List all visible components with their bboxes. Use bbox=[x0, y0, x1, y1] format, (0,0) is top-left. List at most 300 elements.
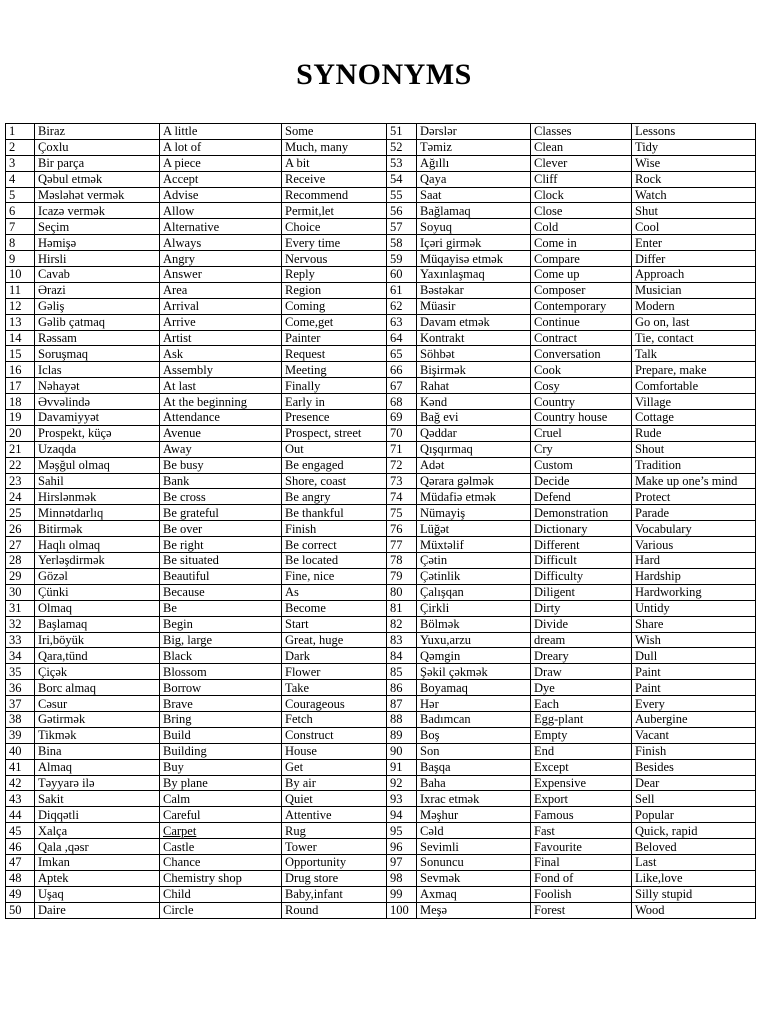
azerbaijani-word: Baha bbox=[417, 775, 531, 791]
table-row bbox=[6, 457, 756, 473]
synonyms-table-body bbox=[6, 124, 756, 919]
english-word: Decide bbox=[531, 473, 632, 489]
english-word: Be situated bbox=[160, 553, 282, 569]
synonym: Rock bbox=[632, 171, 756, 187]
azerbaijani-word: Bağlamaq bbox=[417, 203, 531, 219]
english-word: Area bbox=[160, 282, 282, 298]
english-word: Custom bbox=[531, 457, 632, 473]
table-row bbox=[6, 155, 756, 171]
english-word: Dye bbox=[531, 680, 632, 696]
english-word: Composer bbox=[531, 282, 632, 298]
azerbaijani-word: Çətin bbox=[417, 553, 531, 569]
english-word: Careful bbox=[160, 807, 282, 823]
synonym: Take bbox=[282, 680, 387, 696]
azerbaijani-word: Aptek bbox=[35, 870, 160, 886]
table-row bbox=[6, 632, 756, 648]
synonym: Region bbox=[282, 282, 387, 298]
azerbaijani-word: Həmişə bbox=[35, 235, 160, 251]
azerbaijani-word: Kənd bbox=[417, 394, 531, 410]
entry-number: 25 bbox=[6, 505, 35, 521]
table-row bbox=[6, 378, 756, 394]
entry-number: 29 bbox=[6, 568, 35, 584]
english-word: Clean bbox=[531, 139, 632, 155]
synonym: Hard bbox=[632, 553, 756, 569]
entry-number: 43 bbox=[6, 791, 35, 807]
synonym: Permit,let bbox=[282, 203, 387, 219]
english-word: Away bbox=[160, 441, 282, 457]
synonyms-table bbox=[5, 123, 756, 919]
synonym: Various bbox=[632, 537, 756, 553]
english-word: Each bbox=[531, 696, 632, 712]
entry-number: 36 bbox=[6, 680, 35, 696]
azerbaijani-word: Meşə bbox=[417, 902, 531, 918]
synonym: Approach bbox=[632, 267, 756, 283]
azerbaijani-word: Diqqətli bbox=[35, 807, 160, 823]
entry-number: 64 bbox=[387, 330, 417, 346]
azerbaijani-word: Uzaqda bbox=[35, 441, 160, 457]
synonym: Comfortable bbox=[632, 378, 756, 394]
azerbaijani-word: Davamiyyət bbox=[35, 410, 160, 426]
entry-number: 99 bbox=[387, 886, 417, 902]
azerbaijani-word: Çalışqan bbox=[417, 584, 531, 600]
azerbaijani-word: Içəri girmək bbox=[417, 235, 531, 251]
english-word: Final bbox=[531, 854, 632, 870]
english-word: Brave bbox=[160, 696, 282, 712]
azerbaijani-word: Sahil bbox=[35, 473, 160, 489]
entry-number: 48 bbox=[6, 870, 35, 886]
synonym: Request bbox=[282, 346, 387, 362]
synonym: Become bbox=[282, 600, 387, 616]
table-row bbox=[6, 870, 756, 886]
synonym: Tradition bbox=[632, 457, 756, 473]
azerbaijani-word: Rahat bbox=[417, 378, 531, 394]
azerbaijani-word: Uşaq bbox=[35, 886, 160, 902]
azerbaijani-word: Sonuncu bbox=[417, 854, 531, 870]
entry-number: 37 bbox=[6, 696, 35, 712]
synonym: Drug store bbox=[282, 870, 387, 886]
entry-number: 40 bbox=[6, 743, 35, 759]
entry-number: 72 bbox=[387, 457, 417, 473]
table-row bbox=[6, 219, 756, 235]
table-row bbox=[6, 362, 756, 378]
entry-number: 32 bbox=[6, 616, 35, 632]
entry-number: 93 bbox=[387, 791, 417, 807]
synonym: Fetch bbox=[282, 711, 387, 727]
table-row bbox=[6, 441, 756, 457]
english-word: Bring bbox=[160, 711, 282, 727]
table-row bbox=[6, 330, 756, 346]
entry-number: 17 bbox=[6, 378, 35, 394]
synonym: Village bbox=[632, 394, 756, 410]
entry-number: 22 bbox=[6, 457, 35, 473]
english-word: End bbox=[531, 743, 632, 759]
synonym: Musician bbox=[632, 282, 756, 298]
azerbaijani-word: Soyuq bbox=[417, 219, 531, 235]
synonym: Paint bbox=[632, 680, 756, 696]
entry-number: 56 bbox=[387, 203, 417, 219]
english-word: Fast bbox=[531, 823, 632, 839]
english-word: Clock bbox=[531, 187, 632, 203]
english-word: Allow bbox=[160, 203, 282, 219]
english-word: Child bbox=[160, 886, 282, 902]
entry-number: 73 bbox=[387, 473, 417, 489]
synonym: Beloved bbox=[632, 839, 756, 855]
synonym: Quick, rapid bbox=[632, 823, 756, 839]
synonym: Untidy bbox=[632, 600, 756, 616]
english-word: At the beginning bbox=[160, 394, 282, 410]
english-word: Borrow bbox=[160, 680, 282, 696]
entry-number: 78 bbox=[387, 553, 417, 569]
synonym: Hardworking bbox=[632, 584, 756, 600]
entry-number: 42 bbox=[6, 775, 35, 791]
table-row bbox=[6, 171, 756, 187]
entry-number: 92 bbox=[387, 775, 417, 791]
entry-number: 50 bbox=[6, 902, 35, 918]
english-word: Contemporary bbox=[531, 298, 632, 314]
entry-number: 11 bbox=[6, 282, 35, 298]
english-word: Blossom bbox=[160, 664, 282, 680]
synonym: Popular bbox=[632, 807, 756, 823]
entry-number: 69 bbox=[387, 410, 417, 426]
synonym: Attentive bbox=[282, 807, 387, 823]
azerbaijani-word: Təmiz bbox=[417, 139, 531, 155]
english-word: Calm bbox=[160, 791, 282, 807]
english-word: Carpet bbox=[160, 823, 282, 839]
synonym: Some bbox=[282, 124, 387, 140]
english-word: Build bbox=[160, 727, 282, 743]
synonym: Prepare, make bbox=[632, 362, 756, 378]
azerbaijani-word: Haqlı olmaq bbox=[35, 537, 160, 553]
entry-number: 88 bbox=[387, 711, 417, 727]
azerbaijani-word: Imkan bbox=[35, 854, 160, 870]
entry-number: 34 bbox=[6, 648, 35, 664]
entry-number: 51 bbox=[387, 124, 417, 140]
azerbaijani-word: Çiçək bbox=[35, 664, 160, 680]
synonym: Be angry bbox=[282, 489, 387, 505]
english-word: Alternative bbox=[160, 219, 282, 235]
entry-number: 68 bbox=[387, 394, 417, 410]
entry-number: 44 bbox=[6, 807, 35, 823]
english-word: Building bbox=[160, 743, 282, 759]
entry-number: 6 bbox=[6, 203, 35, 219]
azerbaijani-word: Sevimli bbox=[417, 839, 531, 855]
azerbaijani-word: Yaxınlaşmaq bbox=[417, 267, 531, 283]
english-word: Country house bbox=[531, 410, 632, 426]
entry-number: 12 bbox=[6, 298, 35, 314]
synonym: Great, huge bbox=[282, 632, 387, 648]
table-row bbox=[6, 854, 756, 870]
english-word: Dreary bbox=[531, 648, 632, 664]
synonym: Sell bbox=[632, 791, 756, 807]
entry-number: 1 bbox=[6, 124, 35, 140]
entry-number: 60 bbox=[387, 267, 417, 283]
synonym: Construct bbox=[282, 727, 387, 743]
english-word: Contract bbox=[531, 330, 632, 346]
azerbaijani-word: Təyyarə ilə bbox=[35, 775, 160, 791]
english-word: Come in bbox=[531, 235, 632, 251]
azerbaijani-word: Başlamaq bbox=[35, 616, 160, 632]
synonym: Cottage bbox=[632, 410, 756, 426]
table-row bbox=[6, 775, 756, 791]
english-word: Egg-plant bbox=[531, 711, 632, 727]
azerbaijani-word: Çirkli bbox=[417, 600, 531, 616]
table-row bbox=[6, 727, 756, 743]
table-row bbox=[6, 807, 756, 823]
entry-number: 20 bbox=[6, 425, 35, 441]
synonym: Much, many bbox=[282, 139, 387, 155]
english-word: Draw bbox=[531, 664, 632, 680]
entry-number: 77 bbox=[387, 537, 417, 553]
synonym: Modern bbox=[632, 298, 756, 314]
synonym: Fine, nice bbox=[282, 568, 387, 584]
english-word: Foolish bbox=[531, 886, 632, 902]
synonym: Wise bbox=[632, 155, 756, 171]
azerbaijani-word: Gəlib çatmaq bbox=[35, 314, 160, 330]
azerbaijani-word: Ağıllı bbox=[417, 155, 531, 171]
english-word: Advise bbox=[160, 187, 282, 203]
synonym: Get bbox=[282, 759, 387, 775]
table-row bbox=[6, 187, 756, 203]
azerbaijani-word: Yuxu,arzu bbox=[417, 632, 531, 648]
table-row bbox=[6, 314, 756, 330]
english-word: Answer bbox=[160, 267, 282, 283]
synonym: Shore, coast bbox=[282, 473, 387, 489]
entry-number: 33 bbox=[6, 632, 35, 648]
table-row bbox=[6, 425, 756, 441]
english-word: Be busy bbox=[160, 457, 282, 473]
azerbaijani-word: Söhbət bbox=[417, 346, 531, 362]
english-word: A lot of bbox=[160, 139, 282, 155]
english-word: Continue bbox=[531, 314, 632, 330]
synonym: Courageous bbox=[282, 696, 387, 712]
synonym: Dear bbox=[632, 775, 756, 791]
page-title: SYNONYMS bbox=[296, 58, 472, 91]
entry-number: 83 bbox=[387, 632, 417, 648]
entry-number: 16 bbox=[6, 362, 35, 378]
english-word: A piece bbox=[160, 155, 282, 171]
synonym: By air bbox=[282, 775, 387, 791]
table-row bbox=[6, 839, 756, 855]
english-word: Arrival bbox=[160, 298, 282, 314]
synonym: Silly stupid bbox=[632, 886, 756, 902]
english-word: Buy bbox=[160, 759, 282, 775]
table-row bbox=[6, 584, 756, 600]
entry-number: 80 bbox=[387, 584, 417, 600]
english-word: By plane bbox=[160, 775, 282, 791]
azerbaijani-word: Xalça bbox=[35, 823, 160, 839]
synonym: Besides bbox=[632, 759, 756, 775]
azerbaijani-word: Biraz bbox=[35, 124, 160, 140]
synonym: Be engaged bbox=[282, 457, 387, 473]
entry-number: 75 bbox=[387, 505, 417, 521]
entry-number: 91 bbox=[387, 759, 417, 775]
english-word: Circle bbox=[160, 902, 282, 918]
synonym: Shout bbox=[632, 441, 756, 457]
azerbaijani-word: Məşhur bbox=[417, 807, 531, 823]
english-word: A little bbox=[160, 124, 282, 140]
english-word: Classes bbox=[531, 124, 632, 140]
synonym: Reply bbox=[282, 267, 387, 283]
entry-number: 41 bbox=[6, 759, 35, 775]
azerbaijani-word: Davam etmək bbox=[417, 314, 531, 330]
table-row bbox=[6, 505, 756, 521]
entry-number: 13 bbox=[6, 314, 35, 330]
azerbaijani-word: Şəkil çəkmək bbox=[417, 664, 531, 680]
azerbaijani-word: Yerləşdirmək bbox=[35, 553, 160, 569]
azerbaijani-word: Məsləhət vermək bbox=[35, 187, 160, 203]
table-row bbox=[6, 267, 756, 283]
synonym: Like,love bbox=[632, 870, 756, 886]
table-row bbox=[6, 759, 756, 775]
azerbaijani-word: Lüğət bbox=[417, 521, 531, 537]
table-row bbox=[6, 537, 756, 553]
english-word: Avenue bbox=[160, 425, 282, 441]
azerbaijani-word: Bitirmək bbox=[35, 521, 160, 537]
entry-number: 46 bbox=[6, 839, 35, 855]
table-row bbox=[6, 711, 756, 727]
azerbaijani-word: Qaya bbox=[417, 171, 531, 187]
table-row bbox=[6, 282, 756, 298]
english-word: Ask bbox=[160, 346, 282, 362]
english-word: Country bbox=[531, 394, 632, 410]
entry-number: 100 bbox=[387, 902, 417, 918]
entry-number: 49 bbox=[6, 886, 35, 902]
synonym: Rug bbox=[282, 823, 387, 839]
azerbaijani-word: Bir parça bbox=[35, 155, 160, 171]
synonym: Opportunity bbox=[282, 854, 387, 870]
table-row bbox=[6, 235, 756, 251]
azerbaijani-word: Axmaq bbox=[417, 886, 531, 902]
table-row bbox=[6, 521, 756, 537]
entry-number: 45 bbox=[6, 823, 35, 839]
azerbaijani-word: Müasir bbox=[417, 298, 531, 314]
azerbaijani-word: Qala ,qəsr bbox=[35, 839, 160, 855]
english-word: Cliff bbox=[531, 171, 632, 187]
synonym: A bit bbox=[282, 155, 387, 171]
synonym: Tie, contact bbox=[632, 330, 756, 346]
entry-number: 98 bbox=[387, 870, 417, 886]
entry-number: 74 bbox=[387, 489, 417, 505]
synonym: Out bbox=[282, 441, 387, 457]
english-word: Cold bbox=[531, 219, 632, 235]
synonym: Wood bbox=[632, 902, 756, 918]
azerbaijani-word: Boyamaq bbox=[417, 680, 531, 696]
english-word: Expensive bbox=[531, 775, 632, 791]
azerbaijani-word: Çünki bbox=[35, 584, 160, 600]
table-row bbox=[6, 251, 756, 267]
entry-number: 10 bbox=[6, 267, 35, 283]
synonym: Be correct bbox=[282, 537, 387, 553]
english-word: Be bbox=[160, 600, 282, 616]
azerbaijani-word: Iclas bbox=[35, 362, 160, 378]
azerbaijani-word: Seçim bbox=[35, 219, 160, 235]
synonym: Be thankful bbox=[282, 505, 387, 521]
azerbaijani-word: Minnətdarlıq bbox=[35, 505, 160, 521]
english-word: Close bbox=[531, 203, 632, 219]
azerbaijani-word: Bina bbox=[35, 743, 160, 759]
table-row bbox=[6, 124, 756, 140]
english-word: Angry bbox=[160, 251, 282, 267]
synonym: Rude bbox=[632, 425, 756, 441]
azerbaijani-word: Hər bbox=[417, 696, 531, 712]
entry-number: 26 bbox=[6, 521, 35, 537]
entry-number: 52 bbox=[387, 139, 417, 155]
entry-number: 58 bbox=[387, 235, 417, 251]
synonym: Baby,infant bbox=[282, 886, 387, 902]
synonym: Nervous bbox=[282, 251, 387, 267]
synonym: Recommend bbox=[282, 187, 387, 203]
entry-number: 94 bbox=[387, 807, 417, 823]
azerbaijani-word: Gözəl bbox=[35, 568, 160, 584]
english-word: Come up bbox=[531, 267, 632, 283]
entry-number: 79 bbox=[387, 568, 417, 584]
english-word: Begin bbox=[160, 616, 282, 632]
entry-number: 5 bbox=[6, 187, 35, 203]
synonym: Parade bbox=[632, 505, 756, 521]
synonym: Enter bbox=[632, 235, 756, 251]
synonym: Paint bbox=[632, 664, 756, 680]
entry-number: 54 bbox=[387, 171, 417, 187]
azerbaijani-word: Qərara gəlmək bbox=[417, 473, 531, 489]
azerbaijani-word: Müqayisə etmək bbox=[417, 251, 531, 267]
english-word: Famous bbox=[531, 807, 632, 823]
entry-number: 24 bbox=[6, 489, 35, 505]
azerbaijani-word: Tikmək bbox=[35, 727, 160, 743]
azerbaijani-word: Hirslənmək bbox=[35, 489, 160, 505]
english-word: Fond of bbox=[531, 870, 632, 886]
table-row bbox=[6, 568, 756, 584]
english-word: Dirty bbox=[531, 600, 632, 616]
english-word: Difficulty bbox=[531, 568, 632, 584]
synonym: Meeting bbox=[282, 362, 387, 378]
entry-number: 61 bbox=[387, 282, 417, 298]
english-word: Assembly bbox=[160, 362, 282, 378]
synonym: Wish bbox=[632, 632, 756, 648]
english-word: Dictionary bbox=[531, 521, 632, 537]
azerbaijani-word: Ixrac etmək bbox=[417, 791, 531, 807]
synonym: Watch bbox=[632, 187, 756, 203]
entry-number: 95 bbox=[387, 823, 417, 839]
azerbaijani-word: Icazə vermək bbox=[35, 203, 160, 219]
synonym: Painter bbox=[282, 330, 387, 346]
table-row bbox=[6, 489, 756, 505]
azerbaijani-word: Hirsli bbox=[35, 251, 160, 267]
azerbaijani-word: Daire bbox=[35, 902, 160, 918]
table-row bbox=[6, 553, 756, 569]
azerbaijani-word: Almaq bbox=[35, 759, 160, 775]
english-word: Big, large bbox=[160, 632, 282, 648]
entry-number: 4 bbox=[6, 171, 35, 187]
synonym: Flower bbox=[282, 664, 387, 680]
azerbaijani-word: Cavab bbox=[35, 267, 160, 283]
azerbaijani-word: Borc almaq bbox=[35, 680, 160, 696]
entry-number: 47 bbox=[6, 854, 35, 870]
english-word: Conversation bbox=[531, 346, 632, 362]
entry-number: 28 bbox=[6, 553, 35, 569]
azerbaijani-word: Gəliş bbox=[35, 298, 160, 314]
english-word: Difficult bbox=[531, 553, 632, 569]
azerbaijani-word: Qəbul etmək bbox=[35, 171, 160, 187]
synonym: Talk bbox=[632, 346, 756, 362]
azerbaijani-word: Əvvəlində bbox=[35, 394, 160, 410]
table-row bbox=[6, 823, 756, 839]
azerbaijani-word: Badımcan bbox=[417, 711, 531, 727]
synonym: Start bbox=[282, 616, 387, 632]
azerbaijani-word: Müxtəlif bbox=[417, 537, 531, 553]
azerbaijani-word: Qara,tünd bbox=[35, 648, 160, 664]
azerbaijani-word: Boş bbox=[417, 727, 531, 743]
azerbaijani-word: Adət bbox=[417, 457, 531, 473]
